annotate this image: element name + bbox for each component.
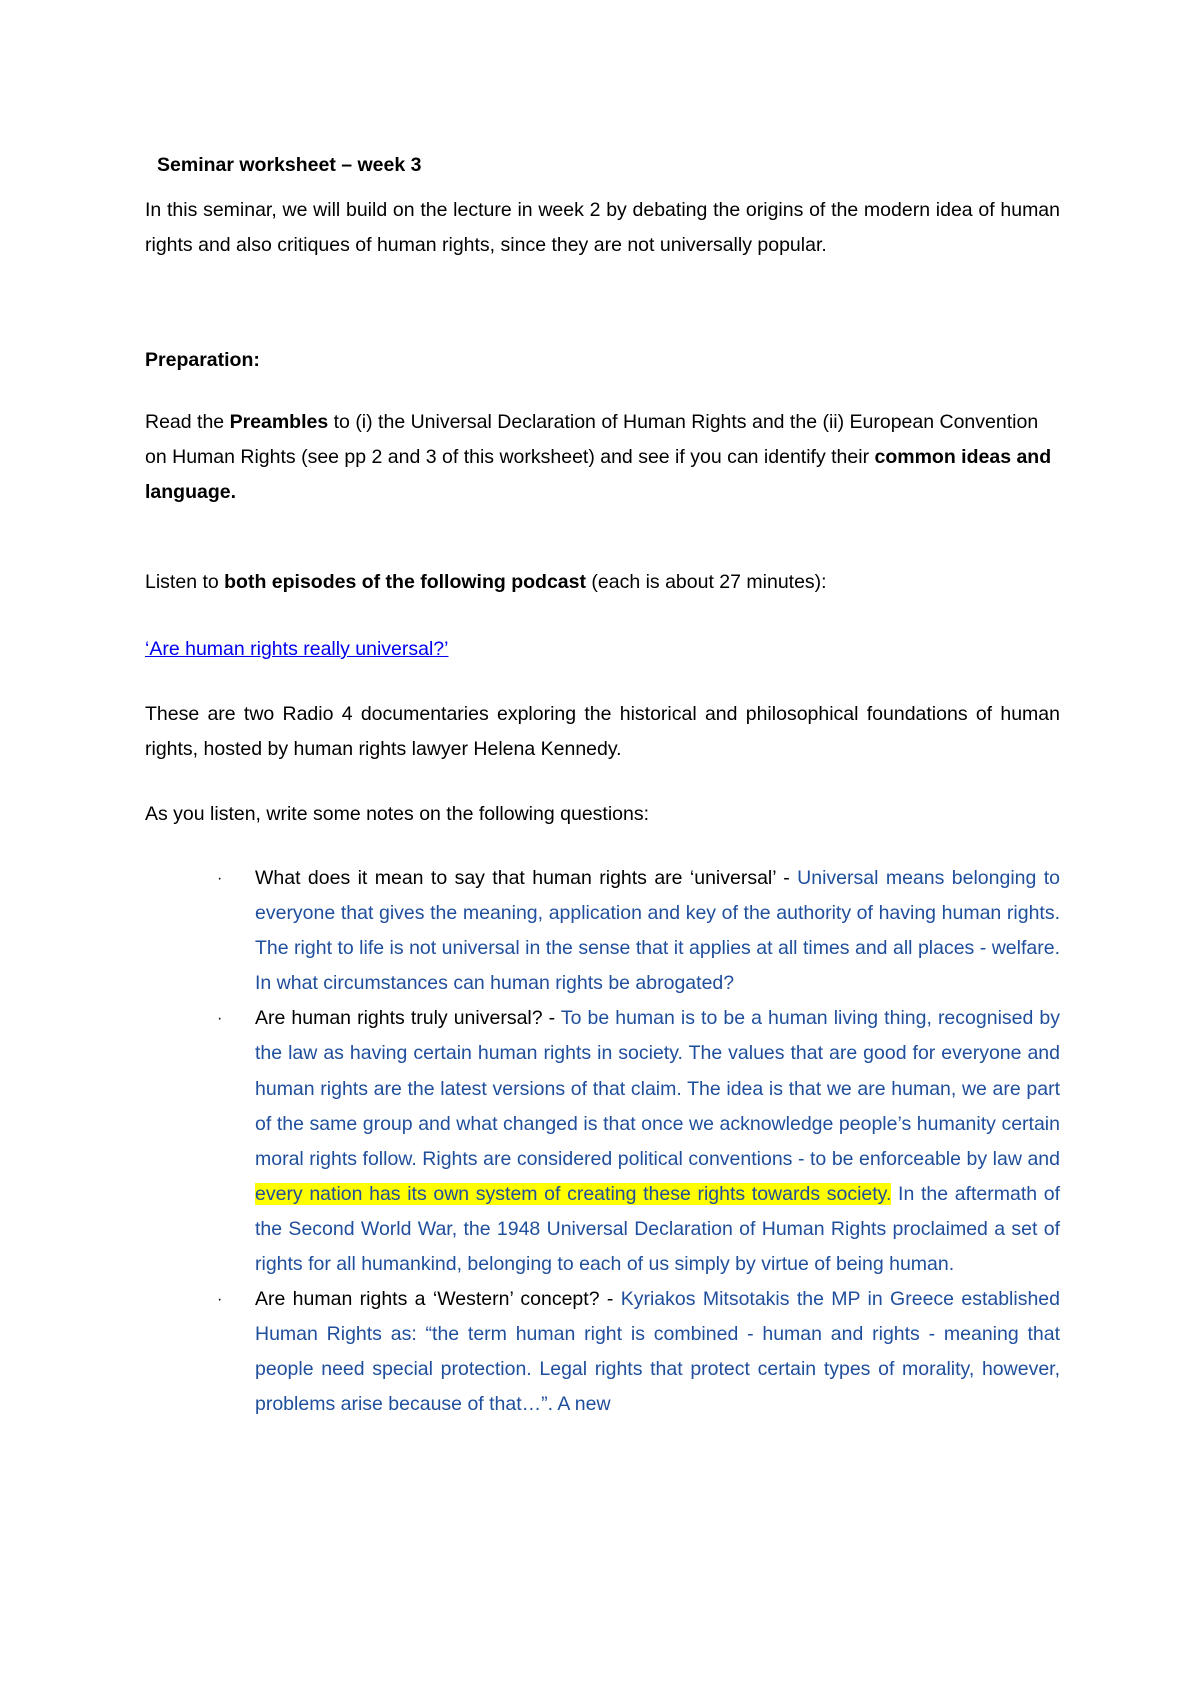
read-paragraph xyxy=(145,405,1060,511)
questions-list xyxy=(145,861,1060,1423)
question-item xyxy=(145,1282,1060,1422)
read-text-2: to (i) the Universal Declaration of Human Rights and the (ii) European Convention on Human Rights (see pp 2 and 3 of this worksheet) and see if you can identify their xyxy=(145,411,1039,469)
podcast-link[interactable]: ‘Are human rights really universal?’ xyxy=(145,638,449,660)
answer-text-continued: In the aftermath of the Second World War, the 1948 Universal Declaration of Human Rights proclaimed a set of rights for all humankind, belonging to each of us simply by virtue of being human. xyxy=(255,1182,1060,1276)
notes-intro: As you listen, write some notes on the following questions: xyxy=(145,803,650,825)
listen-bold: both episodes of the following podcast xyxy=(224,571,586,593)
read-text-1: Read the xyxy=(145,411,230,433)
answer-text: To be human is to be a human living thing, recognised by the law as having certain human rights in society. The values that are good for everyone and human rights are the latest versions of that claim. The idea is that we are human, we are part of the same group and what changed is that once we acknowledge people’s humanity certain moral rights follow. Rights are considered political conventions - to be enforceable by law and xyxy=(255,1007,1060,1170)
read-bold-common-ideas: common ideas and language xyxy=(145,446,1052,504)
question-text: What does it mean to say that human rights are ‘universal’ - xyxy=(255,867,798,889)
question-text: Are human rights truly universal? - xyxy=(255,1007,561,1030)
listen-text-2: (each is about 27 minutes): xyxy=(585,571,827,593)
preparation-heading: Preparation: xyxy=(145,349,260,371)
intro-paragraph: In this seminar, we will build on the lecture in week 2 by debating the origins of the modern idea of human rights and also critiques of human rights, since they are not universally popular. xyxy=(145,199,1060,257)
question-item xyxy=(145,1001,1060,1282)
description-paragraph: These are two Radio 4 documentaries exploring the historical and philosophical foundations of human rights, hosted by human rights lawyer Helena Kennedy. xyxy=(145,703,1060,761)
podcast-link-paragraph xyxy=(145,632,1060,666)
listen-paragraph xyxy=(145,565,1060,599)
question-item xyxy=(145,861,1060,1001)
bullet-icon: · xyxy=(217,1010,223,1028)
answer-text: Kyriakos Mitsotakis the MP in Greece established Human Rights as: “the term human right is combined - human and rights - meaning that people need special protection. Legal rights that protect certain types of morality, however, problems arise because of that…”. A new xyxy=(255,1288,1061,1416)
worksheet-title: Seminar worksheet – week 3 xyxy=(157,154,422,176)
bullet-icon: · xyxy=(217,1291,223,1309)
read-text-3: . xyxy=(230,481,237,504)
question-text: Are human rights a ‘Western’ concept? - xyxy=(255,1288,621,1311)
highlighted-answer-text: every nation has its own system of creating these rights towards society. xyxy=(255,1182,892,1205)
answer-text: Universal means belonging to everyone that gives the meaning, application and key of the authority of having human rights. The right to life is not universal in the sense that it applies at all times and all places - welfare. In what circumstances can human rights be abrogated? xyxy=(255,867,1061,995)
bullet-icon: · xyxy=(217,870,223,887)
listen-text-1: Listen to xyxy=(145,571,225,593)
read-bold-preambles: Preambles xyxy=(229,411,329,433)
